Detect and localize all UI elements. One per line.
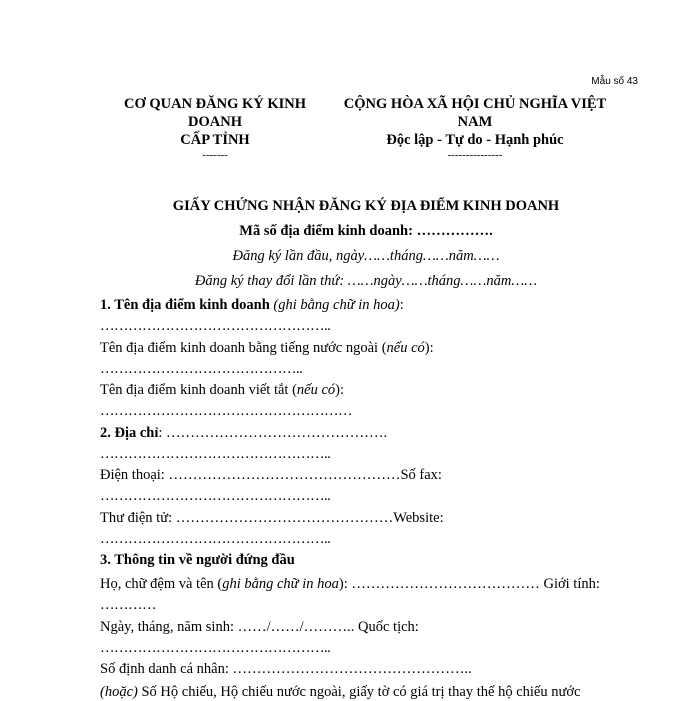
nationality-field[interactable]: ………………………………………….. <box>100 640 331 656</box>
business-name-field[interactable]: ………………………………………….. <box>100 318 331 334</box>
email-website-line[interactable]: Thư điện tử: ………………………………………Website: <box>100 510 444 526</box>
foreign-name-label <box>100 340 660 357</box>
agency-line-2: DOANH <box>188 114 242 130</box>
abbr-name-label <box>100 382 660 399</box>
document-title: GIẤY CHỨNG NHẬN ĐĂNG KÝ ĐỊA ĐIỂM KINH DOANH <box>172 198 560 214</box>
gender-field[interactable]: ………… <box>100 597 156 613</box>
abbr-name-text: Tên địa điểm kinh doanh viết tắt ( <box>100 382 297 398</box>
full-name-hint: ghi bằng chữ in hoa <box>222 576 339 592</box>
foreign-name-tail: ): <box>424 340 434 356</box>
nation-line-2: NAM <box>457 114 493 130</box>
abbr-name-tail: ): <box>335 382 345 398</box>
fax-field[interactable]: ………………………………………….. <box>100 488 331 504</box>
passport-hint: (hoặc) <box>100 684 138 700</box>
abbr-name-hint: nếu có <box>296 382 336 398</box>
passport-text: Số Hộ chiếu, Hộ chiếu nước ngoài, giấy tờ có giá trị thay thế hộ chiếu nước <box>137 684 581 700</box>
section-1-label: 1. Tên địa điểm kinh doanh <box>100 297 270 313</box>
address-field-2[interactable]: ………………………………………….. <box>100 446 331 462</box>
full-name-field[interactable]: ): ………………………………… Giới tính: <box>338 576 600 592</box>
dob-nationality-line[interactable]: Ngày, tháng, năm sinh: ……/……/……….. Quốc tịch: <box>100 619 419 635</box>
change-registration-line: Đăng ký thay đổi lần thứ: ……ngày……tháng……năm…… <box>194 273 538 289</box>
section-3-heading: 3. Thông tin về người đứng đầu <box>100 552 295 568</box>
section-1-heading <box>100 297 660 314</box>
agency-divider: ------- <box>202 149 228 161</box>
national-header <box>332 95 618 161</box>
full-name-line <box>100 576 660 593</box>
section-1-colon: : <box>399 297 404 313</box>
phone-fax-line[interactable]: Điện thoại: …………………………………………Số fax: <box>100 467 442 483</box>
agency-line-1: CƠ QUAN ĐĂNG KÝ KINH <box>123 96 307 112</box>
full-name-label: Họ, chữ đệm và tên ( <box>100 576 223 592</box>
section-1-hint: (ghi bằng chữ in hoa) <box>273 297 400 313</box>
motto-divider: --------------- <box>447 149 503 161</box>
foreign-name-hint: nếu có <box>386 340 425 356</box>
national-motto: Độc lập - Tự do - Hạnh phúc <box>386 132 564 148</box>
issuing-agency <box>100 95 330 161</box>
passport-line <box>100 684 660 701</box>
location-code-line: Mã số địa điểm kinh doanh: ……………. <box>239 223 493 239</box>
website-field[interactable]: ………………………………………….. <box>100 531 331 547</box>
abbr-name-field[interactable]: ……………………………………………… <box>100 403 352 419</box>
nation-line-1: CỘNG HÒA XÃ HỘI CHỦ NGHĨA VIỆT <box>343 96 607 112</box>
personal-id-line[interactable]: Số định danh cá nhân: ………………………………………….. <box>100 661 472 677</box>
foreign-name-text: Tên địa điểm kinh doanh bằng tiếng nước ngoài ( <box>100 340 387 356</box>
address-field[interactable]: : ………………………………………. <box>158 425 388 441</box>
first-registration-line: Đăng ký lần đầu, ngày……tháng……năm…… <box>232 248 500 264</box>
form-code: Mẫu số 43 <box>591 76 638 87</box>
agency-line-3: CẤP TỈNH <box>180 132 250 148</box>
section-2-label: 2. Địa chỉ <box>100 425 159 441</box>
section-2-heading <box>100 425 660 442</box>
foreign-name-field[interactable]: …………………………………….. <box>100 361 303 377</box>
